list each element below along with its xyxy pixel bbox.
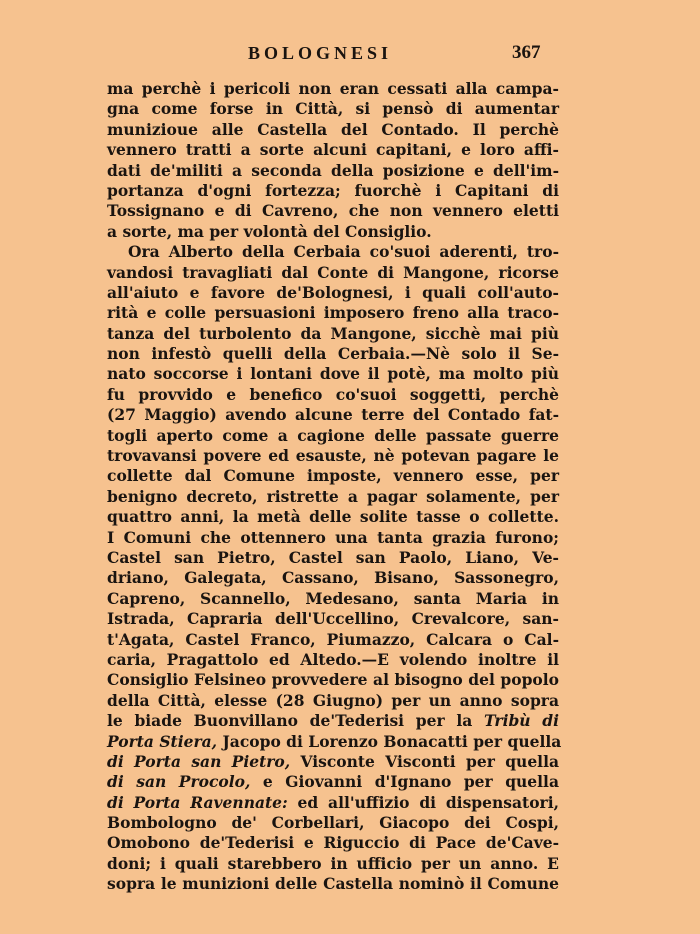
italic-text: di san Procolo, [107, 772, 251, 792]
text-line: Consiglio Felsineo provvedere al bisogno del popolo [107, 670, 559, 690]
text-line: caria, Pragattolo ed Altedo.—E volendo inoltre il [107, 649, 559, 669]
italic-text: di Porta san Pietro, [107, 751, 291, 771]
text-line: della Città, elesse (28 Giugno) per un anno sopra [107, 690, 559, 710]
text-line: all'aiuto e favore de'Bolognesi, i quali coll'auto- [107, 282, 559, 302]
text-line: sopra le munizioni delle Castella nominò il Comune [107, 874, 559, 894]
text-line: Tossignano e di Cavreno, che non vennero eletti [107, 201, 559, 221]
italic-text: Tribù di [484, 711, 560, 731]
text-line: Omobono de'Tederisi e Riguccio di Pace de'Cave- [107, 833, 559, 853]
text-line: doni; i quali starebbero in ufficio per un anno. E [107, 853, 559, 873]
text-line: tanza del turbolento da Mangone, sicchè mai più [107, 323, 559, 343]
running-title: BOLOGNESI [248, 43, 393, 63]
text-line: benigno decreto, ristrette a pagar solamente, per [107, 486, 559, 506]
page-number: 367 [512, 42, 541, 63]
text-line: quattro anni, la metà delle solite tasse o collette. [107, 507, 559, 527]
text-line: non infestò quelli della Cerbaia.—Nè solo il Se- [107, 344, 559, 364]
text-line: trovavansi povere ed esauste, nè potevan pagare le [107, 446, 559, 466]
text-line: dati de'militi a seconda della posizione e dell'im- [107, 160, 559, 180]
text-line: collette dal Comune imposte, vennero esse, per [107, 466, 559, 486]
text-line: I Comuni che ottennero una tanta grazia furono; [107, 527, 559, 547]
text-line: portanza d'ogni fortezza; fuorchè i Capitani di [107, 180, 559, 200]
text-line: Castel san Pietro, Castel san Paolo, Liano, Ve- [107, 547, 559, 567]
text-line: gna come forse in Città, si pensò di aumentar [107, 99, 559, 119]
text-line: vennero tratti a sorte alcuni capitani, e loro affi- [107, 140, 559, 160]
text-line: di san Procolo, e Giovanni d'Ignano per quella [107, 772, 559, 792]
text-line: Porta Stiera, Jacopo di Lorenzo Bonacatti per quella [107, 731, 562, 751]
text-line: vandosi travagliati dal Conte di Mangone, ricorse [107, 262, 559, 282]
body-text [107, 79, 562, 895]
text-line: a sorte, ma per volontà del Consiglio. [107, 221, 432, 241]
text-line: rità e colle persuasioni imposero freno alla traco- [107, 303, 559, 323]
text-line: fu provvido e benefico co'suoi soggetti, perchè [107, 384, 559, 404]
text-line: ma perchè i pericoli non eran cessati alla campa- [107, 79, 559, 98]
text-line: t'Agata, Castel Franco, Piumazzo, Calcara o Cal- [107, 629, 559, 649]
text-line: di Porta san Pietro, Visconte Visconti per quella [107, 751, 559, 771]
text-line: Capreno, Scannello, Medesano, santa Maria in [107, 588, 559, 608]
text-line: Istrada, Capraria dell'Uccellino, Crevalcore, san- [107, 609, 559, 629]
text-line: nato soccorse i lontani dove il potè, ma molto più [107, 364, 559, 384]
text-line: togli aperto come a cagione delle passate guerre [107, 425, 559, 445]
text-line: di Porta Ravennate: ed all'uffizio di dispensatori, [107, 792, 559, 812]
text-line: munizioue alle Castella del Contado. Il perchè [107, 119, 559, 139]
text-line: Bombologno de' Corbellari, Giacopo dei Cospi, [107, 813, 559, 833]
text-line: driano, Galegata, Cassano, Bisano, Sassonegro, [107, 568, 559, 588]
italic-text: di Porta Ravennate: [107, 792, 288, 812]
italic-text: Porta Stiera, [107, 731, 218, 751]
text-line: le biade Buonvillano de'Tederisi per la Tribù di [107, 711, 560, 731]
text-line: (27 Maggio) avendo alcune terre del Contado fat- [107, 405, 559, 425]
text-line: Ora Alberto della Cerbaia co'suoi aderenti, tro- [128, 242, 559, 262]
